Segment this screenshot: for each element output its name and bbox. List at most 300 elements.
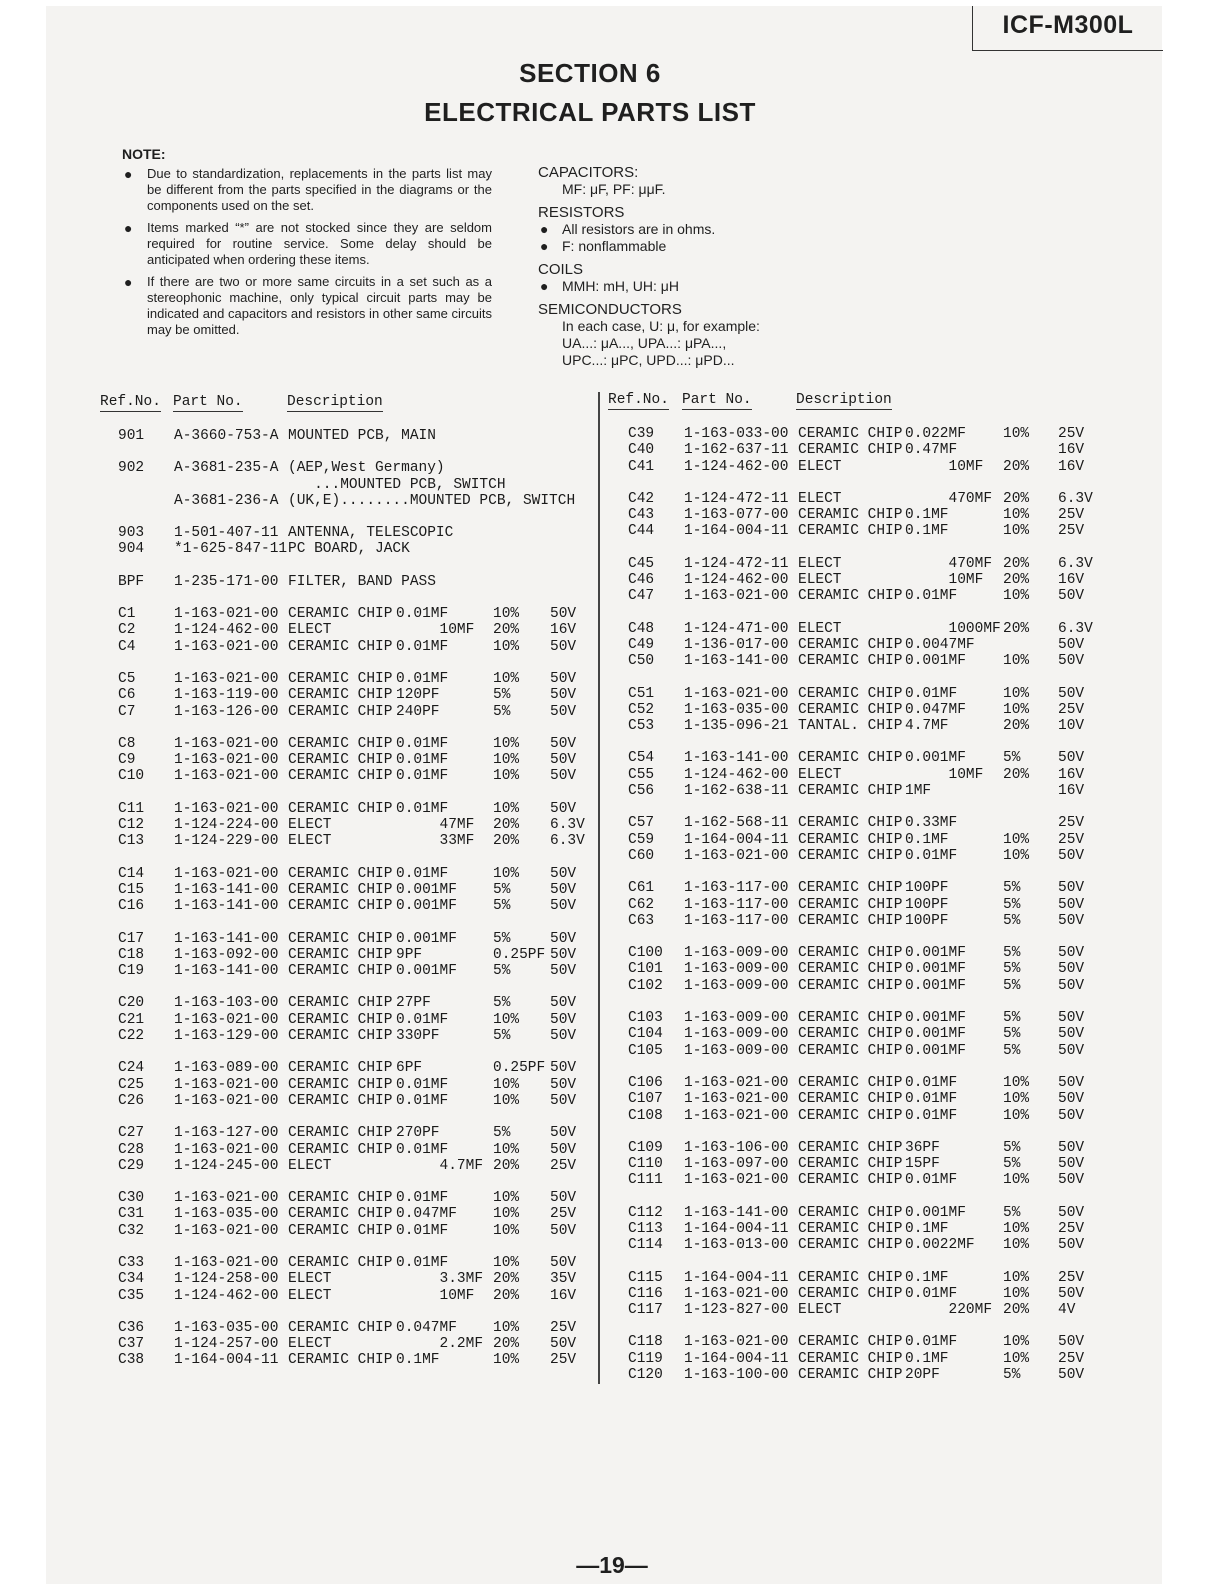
part-no-cell: 1-163-009-00 <box>684 1042 789 1059</box>
value-cell: 0.01MF <box>396 1254 449 1271</box>
row-group <box>608 1140 1103 1189</box>
value-cell: 0.001MF <box>905 1010 966 1027</box>
voltage-cell: 25V <box>550 1352 577 1369</box>
voltage-cell: 50V <box>1058 1010 1085 1027</box>
voltage-cell: 50V <box>1058 1367 1085 1384</box>
semiconductors-note: UPC...: μPC, UPD...: μPD... <box>562 352 735 368</box>
tolerance-cell: 10% <box>493 1319 520 1336</box>
value-cell: 0.01MF <box>396 865 449 882</box>
ref-no-cell: C18 <box>118 946 145 963</box>
part-no-cell: 1-163-021-00 <box>174 865 279 882</box>
ref-no-cell: C38 <box>118 1352 145 1369</box>
value-cell: 330PF <box>396 1028 440 1045</box>
table-row <box>608 1334 1103 1350</box>
note-text: If there are two or more same circuits in a set such as a stereophonic machine, only typical circuit parts may be indicated and capacitors and resistors in other same circuits may be omitted. <box>147 274 492 337</box>
table-row <box>100 704 590 720</box>
table-row <box>608 621 1103 637</box>
value-cell: 0.001MF <box>905 961 966 978</box>
voltage-cell: 50V <box>550 1336 577 1353</box>
part-no-cell: 1-163-141-00 <box>174 963 279 980</box>
description-cell: CERAMIC CHIP <box>288 898 393 915</box>
table-row <box>100 1158 590 1174</box>
row-group <box>100 1125 590 1174</box>
table-row <box>608 718 1103 734</box>
tolerance-cell: 10% <box>1003 1334 1030 1351</box>
voltage-cell: 16V <box>550 1287 577 1304</box>
voltage-cell: 50V <box>1058 945 1085 962</box>
description-cell: ELECT <box>288 1157 332 1174</box>
table-row <box>100 1320 590 1336</box>
value-cell: 0.01MF <box>905 1334 958 1351</box>
part-no-cell: 1-164-004-11 <box>684 1269 789 1286</box>
voltage-cell: 50V <box>1058 1139 1085 1156</box>
row-group <box>608 815 1103 864</box>
semiconductors-heading: SEMICONDUCTORS <box>538 301 682 318</box>
description-cell: CERAMIC CHIP <box>288 752 393 769</box>
description-cell: CERAMIC CHIP <box>798 1156 903 1173</box>
tolerance-cell: 10% <box>493 1011 520 1028</box>
part-no-cell: 1-124-471-00 <box>684 620 789 637</box>
value-cell: 0.01MF <box>396 1092 449 1109</box>
tolerance-cell: 10% <box>493 1352 520 1369</box>
part-no-cell: 1-163-021-00 <box>174 768 279 785</box>
voltage-cell: 25V <box>1058 1350 1085 1367</box>
voltage-cell: 25V <box>550 1206 577 1223</box>
tolerance-cell: 10% <box>493 1076 520 1093</box>
row-group <box>100 995 590 1044</box>
table-row <box>608 1205 1103 1221</box>
part-no-cell: 1-163-035-00 <box>684 701 789 718</box>
row-group <box>608 1205 1103 1254</box>
part-no-cell: 1-124-462-00 <box>684 458 789 475</box>
description-header: Description <box>796 392 892 408</box>
voltage-cell: 50V <box>1058 1237 1085 1254</box>
tolerance-cell: 5% <box>1003 1010 1021 1027</box>
table-row <box>608 507 1103 523</box>
tolerance-cell: 20% <box>493 817 520 834</box>
description-cell: CERAMIC CHIP <box>288 1028 393 1045</box>
voltage-cell: 50V <box>1058 636 1085 653</box>
tolerance-cell: 10% <box>1003 1074 1030 1091</box>
tolerance-cell: 5% <box>493 1028 511 1045</box>
ref-no-cell: 902 <box>118 460 145 477</box>
value-cell: 220MF <box>905 1302 993 1319</box>
part-no-cell: 1-124-245-00 <box>174 1157 279 1174</box>
ref-no-cell: C49 <box>628 636 655 653</box>
table-row <box>608 572 1103 588</box>
tolerance-cell: 10% <box>493 1206 520 1223</box>
description-cell: CERAMIC CHIP <box>798 1220 903 1237</box>
voltage-cell: 6.3V <box>1058 490 1093 507</box>
voltage-cell: 35V <box>550 1271 577 1288</box>
ref-no-cell: C63 <box>628 912 655 929</box>
row-group <box>100 1190 590 1239</box>
row-group <box>100 671 590 720</box>
ref-no-cell: C33 <box>118 1254 145 1271</box>
tolerance-cell: 10% <box>1003 653 1030 670</box>
table-row <box>100 866 590 882</box>
table-row <box>608 426 1103 442</box>
ref-no-cell: C5 <box>118 670 136 687</box>
part-no-cell: 1-163-009-00 <box>684 1026 789 1043</box>
ref-no-cell: BPF <box>118 573 145 590</box>
description-cell: CERAMIC CHIP <box>288 735 393 752</box>
value-cell: 0.001MF <box>905 1026 966 1043</box>
part-no-cell: 1-163-141-00 <box>684 1204 789 1221</box>
description-cell: ELECT <box>288 833 332 850</box>
ref-no-cell: C1 <box>118 606 136 623</box>
semiconductors-note: UA...: μA..., UPA...: μPA..., <box>562 335 727 351</box>
value-cell: 100PF <box>905 880 949 897</box>
description-cell: CERAMIC CHIP <box>798 1091 903 1108</box>
tolerance-cell: 20% <box>493 1157 520 1174</box>
tolerance-cell: 10% <box>493 1222 520 1239</box>
value-cell: 0.01MF <box>396 768 449 785</box>
voltage-cell: 50V <box>550 963 577 980</box>
part-no-cell: 1-163-141-00 <box>684 750 789 767</box>
part-no-cell: 1-163-097-00 <box>684 1156 789 1173</box>
description-cell: CERAMIC CHIP <box>798 750 903 767</box>
voltage-cell: 50V <box>550 930 577 947</box>
table-row <box>608 897 1103 913</box>
ref-no-cell: C35 <box>118 1287 145 1304</box>
voltage-cell: 50V <box>1058 653 1085 670</box>
voltage-cell: 50V <box>550 995 577 1012</box>
ref-no-cell: C111 <box>628 1172 663 1189</box>
table-row <box>100 1077 590 1093</box>
description-cell: CERAMIC CHIP <box>288 881 393 898</box>
description-cell: CERAMIC CHIP <box>288 930 393 947</box>
value-cell: 20PF <box>905 1367 940 1384</box>
value-cell: 0.01MF <box>396 800 449 817</box>
ref-no-cell: C32 <box>118 1222 145 1239</box>
bullet-icon: ● <box>540 278 549 294</box>
description-cell: CERAMIC CHIP <box>798 1010 903 1027</box>
ref-no-cell: C110 <box>628 1156 663 1173</box>
table-row <box>608 750 1103 766</box>
value-cell: 2.2MF <box>396 1336 484 1353</box>
part-no-cell: 1-163-141-00 <box>174 898 279 915</box>
table-row <box>608 686 1103 702</box>
ref-no-cell: C108 <box>628 1107 663 1124</box>
ref-no-cell: C8 <box>118 735 136 752</box>
tolerance-cell: 10% <box>1003 701 1030 718</box>
table-row <box>100 995 590 1011</box>
value-cell: 0.01MF <box>396 670 449 687</box>
voltage-cell: 6.3V <box>550 817 585 834</box>
row-group <box>100 931 590 980</box>
voltage-cell: 4V <box>1058 1302 1076 1319</box>
row-group <box>608 556 1103 605</box>
tolerance-cell: 10% <box>1003 1269 1030 1286</box>
voltage-cell: 16V <box>1058 442 1085 459</box>
part-no-cell: 1-163-021-00 <box>684 1334 789 1351</box>
voltage-cell: 16V <box>1058 766 1085 783</box>
voltage-cell: 25V <box>1058 815 1085 832</box>
part-no-cell: 1-163-021-00 <box>684 1091 789 1108</box>
value-cell: 100PF <box>905 896 949 913</box>
tolerance-cell: 20% <box>1003 490 1030 507</box>
ref-no-cell: C42 <box>628 490 655 507</box>
table-row <box>100 1190 590 1206</box>
row-group <box>100 1320 590 1369</box>
ref-no-cell: C60 <box>628 847 655 864</box>
ref-no-cell: C37 <box>118 1336 145 1353</box>
voltage-cell: 50V <box>1058 1026 1085 1043</box>
voltage-cell: 50V <box>1058 1285 1085 1302</box>
description-cell: CERAMIC CHIP <box>288 1011 393 1028</box>
row-group <box>100 606 590 655</box>
value-cell: 0.1MF <box>396 1352 440 1369</box>
table-row <box>608 913 1103 929</box>
voltage-cell: 50V <box>550 1028 577 1045</box>
table-row <box>100 736 590 752</box>
tolerance-cell: 10% <box>1003 1350 1030 1367</box>
tolerance-cell: 5% <box>1003 1139 1021 1156</box>
ref-no-cell: C21 <box>118 1011 145 1028</box>
part-no-cell: 1-163-092-00 <box>174 946 279 963</box>
description-cell: CERAMIC CHIP <box>798 442 903 459</box>
part-no-cell: 1-163-127-00 <box>174 1125 279 1142</box>
part-no-header: Part No. <box>682 392 752 408</box>
table-row <box>608 491 1103 507</box>
part-no-cell: 1-124-462-00 <box>174 622 279 639</box>
ref-no-cell: C113 <box>628 1220 663 1237</box>
table-row <box>608 702 1103 718</box>
description-cell: ELECT <box>288 1336 332 1353</box>
voltage-cell: 50V <box>1058 685 1085 702</box>
value-cell: 9PF <box>396 946 423 963</box>
ref-no-cell: C107 <box>628 1091 663 1108</box>
description-cell: CERAMIC CHIP <box>798 653 903 670</box>
description-cell: PC BOARD, JACK <box>288 541 410 558</box>
table-row <box>608 1026 1103 1042</box>
table-row <box>100 1012 590 1028</box>
value-cell: 0.001MF <box>905 653 966 670</box>
description-cell: CERAMIC CHIP <box>798 1285 903 1302</box>
part-no-cell: A-3681-235-A <box>174 460 279 477</box>
part-no-cell: 1-163-126-00 <box>174 703 279 720</box>
voltage-cell: 50V <box>550 1011 577 1028</box>
ref-no-cell: C56 <box>628 783 655 800</box>
voltage-cell: 50V <box>550 1190 577 1207</box>
table-row <box>100 947 590 963</box>
part-no-cell: A-3660-753-A <box>174 428 279 444</box>
description-cell: ELECT <box>798 490 842 507</box>
description-cell: CERAMIC CHIP <box>288 1141 393 1158</box>
part-no-cell: 1-163-021-00 <box>174 1076 279 1093</box>
row-group <box>100 428 590 444</box>
description-cell: CERAMIC CHIP <box>798 636 903 653</box>
bullet-icon: ● <box>540 221 549 237</box>
description-cell: CERAMIC CHIP <box>798 912 903 929</box>
tolerance-cell: 20% <box>1003 458 1030 475</box>
value-cell: 240PF <box>396 703 440 720</box>
part-no-cell: 1-164-004-11 <box>684 831 789 848</box>
part-no-cell: 1-163-103-00 <box>174 995 279 1012</box>
tolerance-cell: 20% <box>493 622 520 639</box>
table-row <box>100 639 590 655</box>
description-cell: CERAMIC CHIP <box>798 831 903 848</box>
description-cell: CERAMIC CHIP <box>288 1092 393 1109</box>
ref-no-cell: C120 <box>628 1367 663 1384</box>
table-row <box>100 622 590 638</box>
part-no-cell: 1-501-407-11 <box>174 525 279 542</box>
ref-no-cell: 903 <box>118 525 145 542</box>
table-row <box>100 1060 590 1076</box>
ref-no-cell: C109 <box>628 1139 663 1156</box>
part-no-cell: 1-164-004-11 <box>684 523 789 540</box>
value-cell: 0.33MF <box>905 815 958 832</box>
ref-no-cell: C45 <box>628 555 655 572</box>
value-cell: 4.7MF <box>396 1157 484 1174</box>
part-no-cell: 1-135-096-21 <box>684 718 789 735</box>
ref-no-cell: C13 <box>118 833 145 850</box>
tolerance-cell: 20% <box>493 833 520 850</box>
part-no-cell: 1-163-021-00 <box>174 1222 279 1239</box>
table-row <box>608 1270 1103 1286</box>
description-cell: CERAMIC CHIP <box>288 946 393 963</box>
table-row <box>608 1156 1103 1172</box>
tolerance-cell: 5% <box>1003 977 1021 994</box>
row-group <box>608 426 1103 475</box>
value-cell: 3.3MF <box>396 1271 484 1288</box>
value-cell: 0.01MF <box>905 685 958 702</box>
voltage-cell: 16V <box>1058 572 1085 589</box>
part-no-cell: 1-163-021-00 <box>684 1285 789 1302</box>
tolerance-cell: 10% <box>1003 507 1030 524</box>
table-row <box>100 460 590 476</box>
row-group <box>100 574 590 590</box>
part-no-cell: 1-163-117-00 <box>684 880 789 897</box>
voltage-cell: 16V <box>550 622 577 639</box>
part-no-cell: 1-124-462-00 <box>684 766 789 783</box>
ref-no-cell: C44 <box>628 523 655 540</box>
ref-no-cell: C101 <box>628 961 663 978</box>
tolerance-cell: 10% <box>1003 685 1030 702</box>
description-cell: CERAMIC CHIP <box>288 1319 393 1336</box>
table-row <box>100 1255 590 1271</box>
table-row <box>608 1351 1103 1367</box>
part-no-cell: 1-163-021-00 <box>684 1172 789 1189</box>
value-cell: 4.7MF <box>905 718 949 735</box>
value-cell: 0.01MF <box>905 1091 958 1108</box>
description-cell: CERAMIC CHIP <box>798 896 903 913</box>
voltage-cell: 25V <box>1058 523 1085 540</box>
description-cell: CERAMIC CHIP <box>288 1352 393 1369</box>
description-cell: CERAMIC CHIP <box>798 1269 903 1286</box>
table-row <box>100 574 590 590</box>
tolerance-cell: 5% <box>493 963 511 980</box>
description-header: Description <box>287 394 383 410</box>
bullet-icon: ● <box>124 220 133 236</box>
tolerance-cell: 20% <box>1003 766 1030 783</box>
voltage-cell: 6.3V <box>550 833 585 850</box>
voltage-cell: 25V <box>550 1319 577 1336</box>
description-cell: CERAMIC CHIP <box>798 1026 903 1043</box>
value-cell: 0.047MF <box>396 1319 457 1336</box>
voltage-cell: 50V <box>1058 977 1085 994</box>
row-group <box>100 801 590 850</box>
tolerance-cell: 10% <box>1003 426 1030 442</box>
part-no-cell: 1-163-021-00 <box>174 638 279 655</box>
part-no-cell: 1-163-009-00 <box>684 961 789 978</box>
value-cell: 33MF <box>396 833 475 850</box>
description-cell: CERAMIC CHIP <box>288 963 393 980</box>
value-cell: 0.0047MF <box>905 636 975 653</box>
ref-no-cell: C103 <box>628 1010 663 1027</box>
voltage-cell: 50V <box>550 800 577 817</box>
description-cell: CERAMIC CHIP <box>288 670 393 687</box>
section-heading: SECTION 6 <box>519 58 661 88</box>
value-cell: 0.01MF <box>396 606 449 623</box>
description-cell: CERAMIC CHIP <box>288 1254 393 1271</box>
voltage-cell: 50V <box>1058 961 1085 978</box>
value-cell: 100PF <box>905 912 949 929</box>
voltage-cell: 50V <box>550 881 577 898</box>
coils-heading: COILS <box>538 261 584 278</box>
description-cell: CERAMIC CHIP <box>798 945 903 962</box>
tolerance-cell: 20% <box>493 1336 520 1353</box>
tolerance-cell: 10% <box>493 1190 520 1207</box>
voltage-cell: 25V <box>1058 507 1085 524</box>
voltage-cell: 25V <box>1058 1269 1085 1286</box>
table-row <box>100 671 590 687</box>
ref-no-cell: C6 <box>118 687 136 704</box>
tolerance-cell: 5% <box>1003 1367 1021 1384</box>
part-no-cell: 1-163-021-00 <box>174 606 279 623</box>
ref-no-cell: C41 <box>628 458 655 475</box>
table-row <box>608 1043 1103 1059</box>
row-group <box>608 1075 1103 1124</box>
description-cell: CERAMIC CHIP <box>288 1206 393 1223</box>
part-no-cell: 1-163-021-00 <box>684 588 789 605</box>
tolerance-cell: 0.25PF <box>493 946 546 963</box>
value-cell: 0.01MF <box>396 752 449 769</box>
voltage-cell: 50V <box>550 638 577 655</box>
ref-no-cell: C119 <box>628 1350 663 1367</box>
part-no-cell: 1-163-021-00 <box>174 735 279 752</box>
tolerance-cell: 5% <box>493 1125 511 1142</box>
value-cell: 0.001MF <box>905 945 966 962</box>
description-cell: ELECT <box>288 817 332 834</box>
description-cell: CERAMIC CHIP <box>288 703 393 720</box>
voltage-cell: 6.3V <box>1058 620 1093 637</box>
voltage-cell: 50V <box>550 735 577 752</box>
resistors-note: ● F: nonflammable <box>540 238 667 254</box>
ref-no-cell: C2 <box>118 622 136 639</box>
part-no-cell: 1-163-021-00 <box>684 685 789 702</box>
description-cell: CERAMIC CHIP <box>798 685 903 702</box>
part-no-cell: 1-124-224-00 <box>174 817 279 834</box>
value-cell: 470MF <box>905 490 993 507</box>
description-cell: TANTAL. CHIP <box>798 718 903 735</box>
table-header <box>100 394 590 420</box>
part-no-cell: 1-163-009-00 <box>684 945 789 962</box>
voltage-cell: 50V <box>1058 1172 1085 1189</box>
description-cell: CERAMIC CHIP <box>798 507 903 524</box>
ref-no-cell: C100 <box>628 945 663 962</box>
tolerance-cell: 5% <box>1003 1156 1021 1173</box>
part-no-cell: 1-163-089-00 <box>174 1060 279 1077</box>
ref-no-cell: C15 <box>118 881 145 898</box>
value-cell: 0.01MF <box>396 1076 449 1093</box>
row-group <box>608 1010 1103 1059</box>
part-no-cell: 1-124-258-00 <box>174 1271 279 1288</box>
ref-no-cell: C39 <box>628 426 655 442</box>
semiconductors-note: In each case, U: μ, for example: <box>562 318 760 334</box>
description-cell: CERAMIC CHIP <box>798 1204 903 1221</box>
